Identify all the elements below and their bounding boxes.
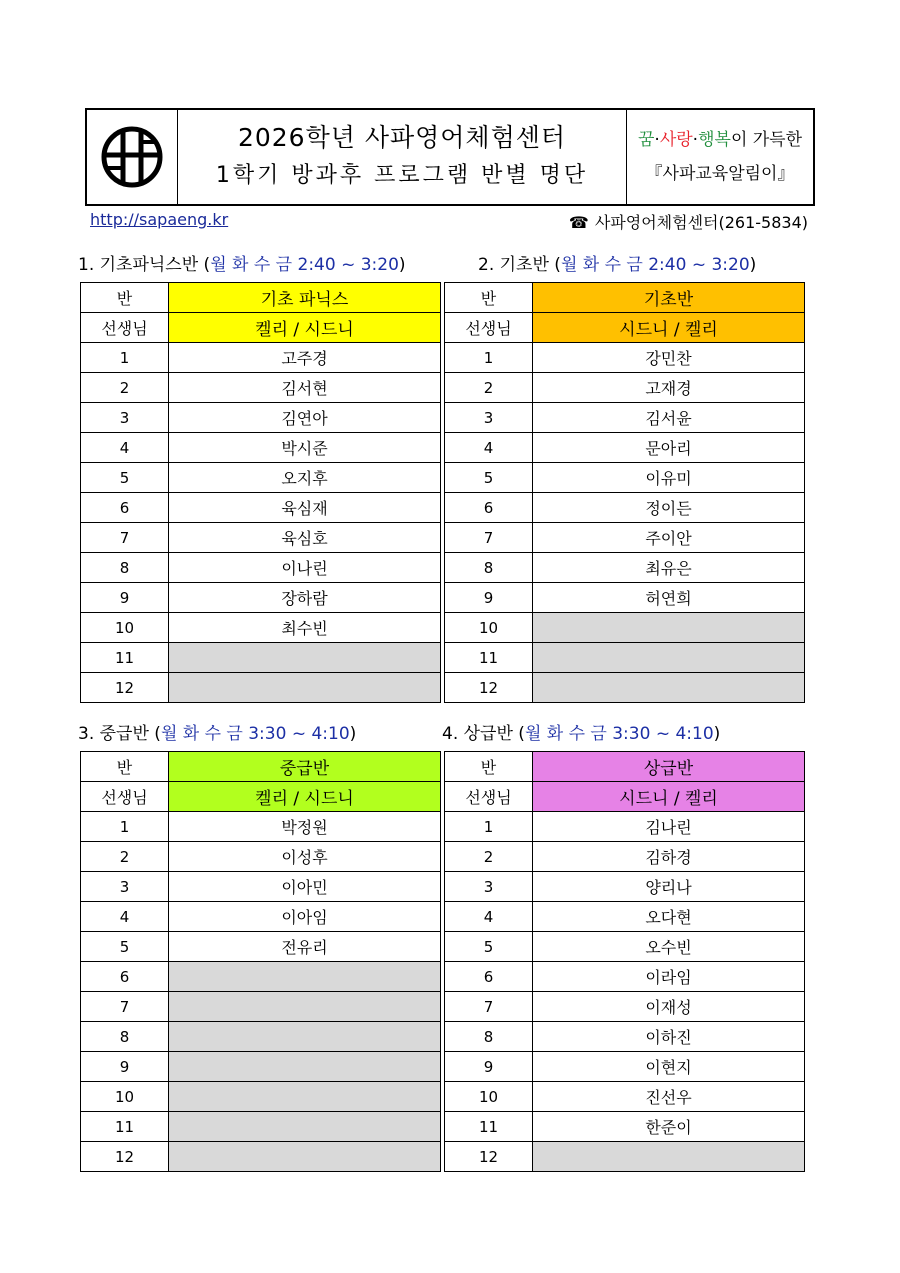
table-row (445, 1022, 805, 1052)
row-number: 5 (81, 932, 169, 962)
table-row (445, 403, 805, 433)
class-name-row-label: 반 (81, 752, 169, 782)
section-title-suffix: ) (349, 724, 357, 744)
table-row (445, 493, 805, 523)
class-name-row-label: 반 (445, 752, 533, 782)
class-name-row (445, 752, 805, 782)
student-name: 박정원 (169, 812, 441, 842)
class-name-row (81, 752, 441, 782)
section-title-prefix: 2. 기초반 ( (478, 255, 561, 275)
document-title: 2026학년 사파영어체험센터 (237, 123, 567, 152)
section-title-prefix: 3. 중급반 ( (78, 724, 161, 744)
student-name: 이아민 (169, 872, 441, 902)
student-name: 오수빈 (533, 932, 805, 962)
row-number: 7 (81, 523, 169, 553)
empty-slot (169, 962, 441, 992)
student-name: 육심호 (169, 523, 441, 553)
row-number: 9 (81, 583, 169, 613)
row-number: 2 (445, 842, 533, 872)
row-number: 8 (81, 1022, 169, 1052)
table-row (81, 433, 441, 463)
table-row (81, 1052, 441, 1082)
student-name: 이유미 (533, 463, 805, 493)
student-name: 한준이 (533, 1112, 805, 1142)
row-number: 4 (81, 902, 169, 932)
student-name: 양리나 (533, 872, 805, 902)
section-title-suffix: ) (398, 255, 406, 275)
website-link[interactable]: http://sapaeng.kr (90, 210, 229, 229)
section-title-prefix: 4. 상급반 ( (442, 724, 525, 744)
student-name: 이아임 (169, 902, 441, 932)
row-number: 11 (81, 1112, 169, 1142)
slogan-happiness: 행복 (698, 130, 731, 150)
student-name: 오지후 (169, 463, 441, 493)
teacher-row-value: 시드니 / 켈리 (533, 782, 805, 812)
empty-slot (533, 643, 805, 673)
slogan-love: 사랑 (659, 130, 693, 150)
student-name: 이라임 (533, 962, 805, 992)
row-number: 12 (445, 1142, 533, 1172)
row-number: 8 (445, 553, 533, 583)
title-cell (178, 110, 627, 204)
table-row (445, 872, 805, 902)
row-number: 3 (81, 403, 169, 433)
table-row (445, 463, 805, 493)
teacher-row-label: 선생님 (81, 782, 169, 812)
row-number: 10 (81, 1082, 169, 1112)
table-row (445, 523, 805, 553)
row-number: 5 (81, 463, 169, 493)
document-header (85, 108, 815, 206)
table-row (445, 673, 805, 703)
class-name-row-label: 반 (81, 283, 169, 313)
empty-slot (533, 673, 805, 703)
table-row (81, 613, 441, 643)
student-name: 고주경 (169, 343, 441, 373)
empty-slot (169, 1082, 441, 1112)
roster-table-phonics (80, 282, 441, 703)
teacher-row (81, 313, 441, 343)
student-name: 주이안 (533, 523, 805, 553)
row-number: 6 (81, 962, 169, 992)
empty-slot (169, 643, 441, 673)
table-row (81, 553, 441, 583)
table-row (81, 992, 441, 1022)
table-row (81, 812, 441, 842)
student-name: 이성후 (169, 842, 441, 872)
table-row (445, 1112, 805, 1142)
roster-table-advanced (444, 751, 805, 1172)
sapa-logo-icon (99, 124, 165, 190)
table-row (81, 1082, 441, 1112)
teacher-row (445, 313, 805, 343)
empty-slot (169, 673, 441, 703)
row-number: 10 (445, 613, 533, 643)
table-row (445, 433, 805, 463)
teacher-row (445, 782, 805, 812)
table-row (81, 902, 441, 932)
row-number: 5 (445, 932, 533, 962)
class-name-row (445, 283, 805, 313)
row-number: 4 (445, 902, 533, 932)
empty-slot (169, 1022, 441, 1052)
student-name: 장하람 (169, 583, 441, 613)
teacher-row-value: 시드니 / 켈리 (533, 313, 805, 343)
class-name-row-value: 중급반 (169, 752, 441, 782)
teacher-row-label: 선생님 (445, 313, 533, 343)
row-number: 1 (445, 812, 533, 842)
slogan-dream: 꿈 (637, 130, 655, 150)
row-number: 7 (81, 992, 169, 1022)
table-row (445, 962, 805, 992)
row-number: 3 (81, 872, 169, 902)
student-name: 김서윤 (533, 403, 805, 433)
table-row (445, 1082, 805, 1112)
student-name: 김나린 (533, 812, 805, 842)
student-name: 김연아 (169, 403, 441, 433)
row-number: 12 (81, 1142, 169, 1172)
slogan-rest: 이 가득한 (730, 130, 803, 150)
row-number: 11 (81, 643, 169, 673)
slogan-brand: 『사파교육알림이』 (645, 164, 795, 184)
section-title-basic (478, 250, 756, 275)
class-name-row-value: 상급반 (533, 752, 805, 782)
teacher-row-label: 선생님 (445, 782, 533, 812)
table-row (81, 842, 441, 872)
teacher-row-value: 켈리 / 시드니 (169, 313, 441, 343)
table-row (81, 872, 441, 902)
student-name: 김서현 (169, 373, 441, 403)
row-number: 8 (81, 553, 169, 583)
empty-slot (169, 1112, 441, 1142)
class-name-row (81, 283, 441, 313)
row-number: 6 (81, 493, 169, 523)
student-name: 이하진 (533, 1022, 805, 1052)
table-row (445, 842, 805, 872)
table-row (445, 992, 805, 1022)
row-number: 8 (445, 1022, 533, 1052)
roster-table-basic (444, 282, 805, 703)
section-title-intermediate (78, 719, 356, 744)
row-number: 12 (445, 673, 533, 703)
student-name: 최수빈 (169, 613, 441, 643)
row-number: 3 (445, 872, 533, 902)
row-number: 12 (81, 673, 169, 703)
row-number: 3 (445, 403, 533, 433)
row-number: 2 (81, 842, 169, 872)
table-row (81, 523, 441, 553)
student-name: 이재성 (533, 992, 805, 1022)
table-row (445, 643, 805, 673)
row-number: 4 (445, 433, 533, 463)
row-number: 1 (81, 343, 169, 373)
section-schedule: 월 화 수 금 2:40 ~ 3:20 (560, 255, 750, 275)
student-name: 고재경 (533, 373, 805, 403)
student-name: 오다현 (533, 902, 805, 932)
slogan-dot: · (654, 130, 660, 150)
student-name: 허연희 (533, 583, 805, 613)
row-number: 10 (445, 1082, 533, 1112)
row-number: 1 (81, 812, 169, 842)
row-number: 9 (445, 1052, 533, 1082)
table-row (445, 613, 805, 643)
empty-slot (169, 992, 441, 1022)
row-number: 7 (445, 523, 533, 553)
student-name: 전유리 (169, 932, 441, 962)
row-number: 9 (81, 1052, 169, 1082)
class-name-row-value: 기초반 (533, 283, 805, 313)
row-number: 11 (445, 1112, 533, 1142)
table-row (81, 932, 441, 962)
table-row (81, 1022, 441, 1052)
row-number: 9 (445, 583, 533, 613)
row-number: 5 (445, 463, 533, 493)
table-row (81, 962, 441, 992)
student-name: 박시준 (169, 433, 441, 463)
table-row (81, 373, 441, 403)
row-number: 2 (445, 373, 533, 403)
row-number: 6 (445, 493, 533, 523)
student-name: 최유은 (533, 553, 805, 583)
empty-slot (533, 1142, 805, 1172)
table-row (445, 1052, 805, 1082)
slogan-dot: · (692, 130, 699, 150)
student-name: 이나린 (169, 553, 441, 583)
table-row (81, 1142, 441, 1172)
student-name: 김하경 (533, 842, 805, 872)
table-row (81, 493, 441, 523)
slogan-line (638, 126, 802, 154)
row-number: 6 (445, 962, 533, 992)
table-row (445, 902, 805, 932)
student-name: 이현지 (533, 1052, 805, 1082)
row-number: 2 (81, 373, 169, 403)
section-schedule: 월 화 수 금 2:40 ~ 3:20 (210, 255, 399, 275)
row-number: 7 (445, 992, 533, 1022)
section-title-suffix: ) (713, 724, 721, 744)
teacher-row-value: 켈리 / 시드니 (169, 782, 441, 812)
section-schedule: 월 화 수 금 3:30 ~ 4:10 (160, 724, 350, 744)
student-name: 강민찬 (533, 343, 805, 373)
section-schedule: 월 화 수 금 3:30 ~ 4:10 (524, 724, 714, 744)
table-row (445, 583, 805, 613)
table-row (445, 553, 805, 583)
phone-icon: ☎ (568, 213, 589, 232)
empty-slot (169, 1052, 441, 1082)
table-row (81, 343, 441, 373)
table-row (445, 1142, 805, 1172)
section-title-suffix: ) (749, 255, 757, 275)
class-name-row-label: 반 (445, 283, 533, 313)
contact-text: 사파영어체험센터(261-5834) (594, 213, 808, 232)
table-row (445, 932, 805, 962)
table-row (81, 403, 441, 433)
teacher-row-label: 선생님 (81, 313, 169, 343)
empty-slot (533, 613, 805, 643)
student-name: 진선우 (533, 1082, 805, 1112)
logo-cell (87, 110, 178, 204)
student-name: 문아리 (533, 433, 805, 463)
table-row (81, 463, 441, 493)
table-row (81, 583, 441, 613)
table-row (445, 343, 805, 373)
table-row (445, 373, 805, 403)
roster-table-intermediate (80, 751, 441, 1172)
class-name-row-value: 기초 파닉스 (169, 283, 441, 313)
document-subtitle: 1학기 방과후 프로그램 반별 명단 (215, 163, 589, 188)
slogan-cell (627, 110, 813, 204)
table-row (81, 673, 441, 703)
section-title-advanced (442, 719, 720, 744)
row-number: 4 (81, 433, 169, 463)
section-title-phonics (78, 250, 406, 275)
row-number: 10 (81, 613, 169, 643)
row-number: 11 (445, 643, 533, 673)
table-row (445, 812, 805, 842)
student-name: 정이든 (533, 493, 805, 523)
teacher-row (81, 782, 441, 812)
row-number: 1 (445, 343, 533, 373)
table-row (81, 643, 441, 673)
empty-slot (169, 1142, 441, 1172)
contact-info (569, 210, 808, 233)
table-row (81, 1112, 441, 1142)
section-title-prefix: 1. 기초파닉스반 ( (78, 255, 211, 275)
student-name: 육심재 (169, 493, 441, 523)
